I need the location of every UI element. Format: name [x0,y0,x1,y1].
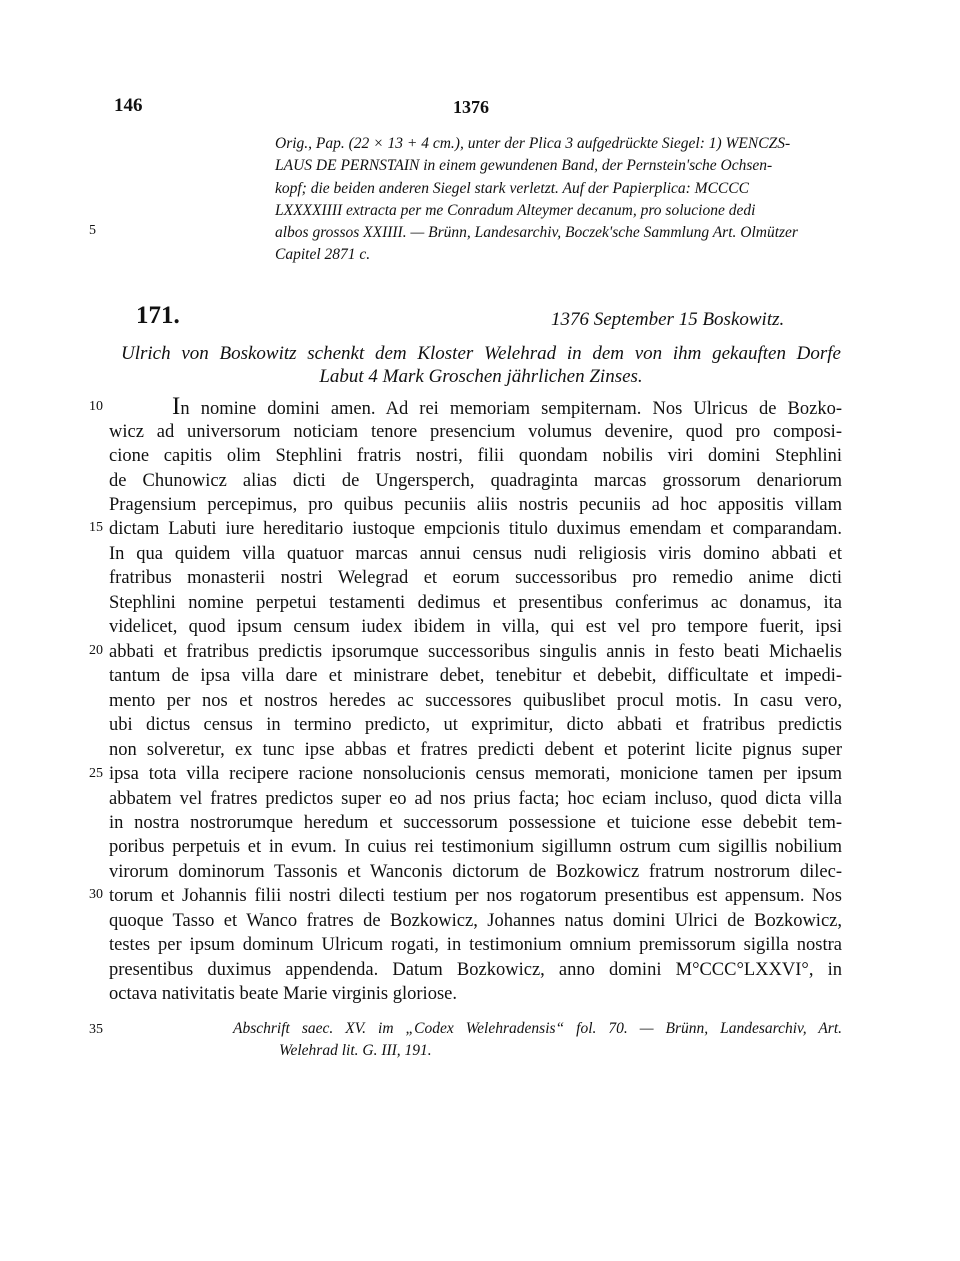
body-line: de Chunowicz alias dicti de Ungersperch, quadraginta marcas grossorum denariorum [109,471,842,491]
body-line: wicz ad universorum noticiam tenore presencium volumus devenire, quod pro composi- [109,422,842,442]
regest-line: Ulrich von Boskowitz schenkt dem Kloster Welehrad in dem von ihm gekauften Dorfe [121,343,841,364]
line-number: 20 [89,643,103,658]
body-line: cione capitis olim Stephlini fratris nostri, filii quondam nobilis viri domini Stephlini [109,446,842,466]
body-line [172,394,842,422]
line-number: 25 [89,766,103,781]
body-line-text: n nomine domini amen. Ad rei memoriam sempiternam. Nos Ulricus de Bozko- [180,399,842,419]
note-line: Capitel 2871 c. [275,246,371,263]
note-line: LAUS DE PERNSTAIN in einem gewundenen Band, der Pernstein'sche Ochsen- [275,157,773,174]
body-line: poribus perpetuis et in evum. In cuius rei testimonium sigillumn ostrum cum sigillis nobilium [109,837,842,857]
body-line: testes per ipsum dominum Ulricum rogati, in testimonium omnium premissorum sigilla nostra [109,935,842,955]
running-year: 1376 [453,97,489,117]
body-line: videlicet, quod ipsum censum iudex ibidem in villa, qui est vel pro tempore fuerit, ipsi [109,617,842,637]
line-number: 30 [89,887,103,902]
body-line: Stephlini nomine perpetui testamenti dedimus et presentibus conferimus ac donamus, ita [109,593,842,613]
body-line: fratribus monasterii nostri Welegrad et eorum successoribus pro remedio anime dicti [109,568,842,588]
note-line: kopf; die beiden anderen Siegel stark verletzt. Auf der Papierplica: MCCCC [275,180,749,197]
body-line: presentibus duximus appendenda. Datum Bozkowicz, anno domini M°CCC°LXXVI°, in [109,960,842,980]
regest-line: Labut 4 Mark Groschen jährlichen Zinses. [319,366,643,387]
body-line: abbatem vel fratres predictos super eo ad nos prius facta; hoc eciam incluso, quod dicta villa [109,789,842,809]
body-line: mento per nos et nostros heredes ac successores quibuslibet procul motis. In casu vero, [109,691,842,711]
line-number: 10 [89,399,103,414]
source-line: Welehrad lit. G. III, 191. [279,1042,432,1059]
body-line: torum et Johannis filii nostri dilecti testium per nos rogatorum presentibus est appensum. Nos [109,886,842,906]
body-line: ipsa tota villa recipere racione nonsolucionis census memorati, monicione tamen per ipsum [109,764,842,784]
line-number: 35 [89,1022,103,1037]
line-number: 15 [89,520,103,535]
body-line: dictam Labuti iure hereditario iustoque empcionis titulo duximus emendam et comparandam. [109,519,842,539]
body-line: ubi dictus census in termino predicto, ut exprimitur, dicto abbati et fratribus predictis [109,715,842,735]
source-line: Abschrift saec. XV. im „Codex Welehradensis“ fol. 70. — Brünn, Landesarchiv, Art. [233,1020,842,1037]
body-line: Pragensium percepimus, pro quibus pecuniis aliis nostris pecuniis ad hoc appositis villam [109,495,842,515]
body-line: tantum de ipsa villa dare et ministrare debet, tenebitur et debebit, difficultate et impedi- [109,666,842,686]
body-line: abbati et fratribus predictis ipsorumque successoribus singulis annis in festo beati Michaelis [109,642,842,662]
body-line: in nostra nostrorumque heredum et successorum possessione et tuicione esse debebit tem- [109,813,842,833]
note-line: Orig., Pap. (22 × 13 + 4 cm.), unter der Plica 3 aufgedrückte Siegel: 1) WENCZS- [275,135,791,152]
body-line: non solveretur, ex tunc ipse abbas et fratres predicti debent et poterint licite pignus super [109,740,842,760]
body-line: quoque Tasso et Wanco fratres de Bozkowicz, Johannes natus domini Ulrici de Bozkowicz, [109,911,842,931]
document-date: 1376 September 15 Boskowitz. [551,309,785,330]
body-line: virorum dominorum Tassonis et Wanconis dictorum de Bozkowicz fratrum nostrorum dilec- [109,862,842,882]
note-line: LXXXXIIII extracta per me Conradum Alteymer decanum, pro solucione dedi [275,202,756,219]
page-number: 146 [114,95,143,116]
line-number: 5 [89,223,96,238]
body-line: In qua quidem villa quatuor marcas annui census nudi religiosis viris domino abbati et [109,544,842,564]
note-line: albos grossos XXIIII. — Brünn, Landesarchiv, Boczek'sche Sammlung Art. Olmützer [275,224,798,241]
drop-initial: I [172,393,181,420]
body-line: octava nativitatis beate Marie virginis gloriose. [109,984,457,1004]
document-number: 171. [136,302,180,329]
